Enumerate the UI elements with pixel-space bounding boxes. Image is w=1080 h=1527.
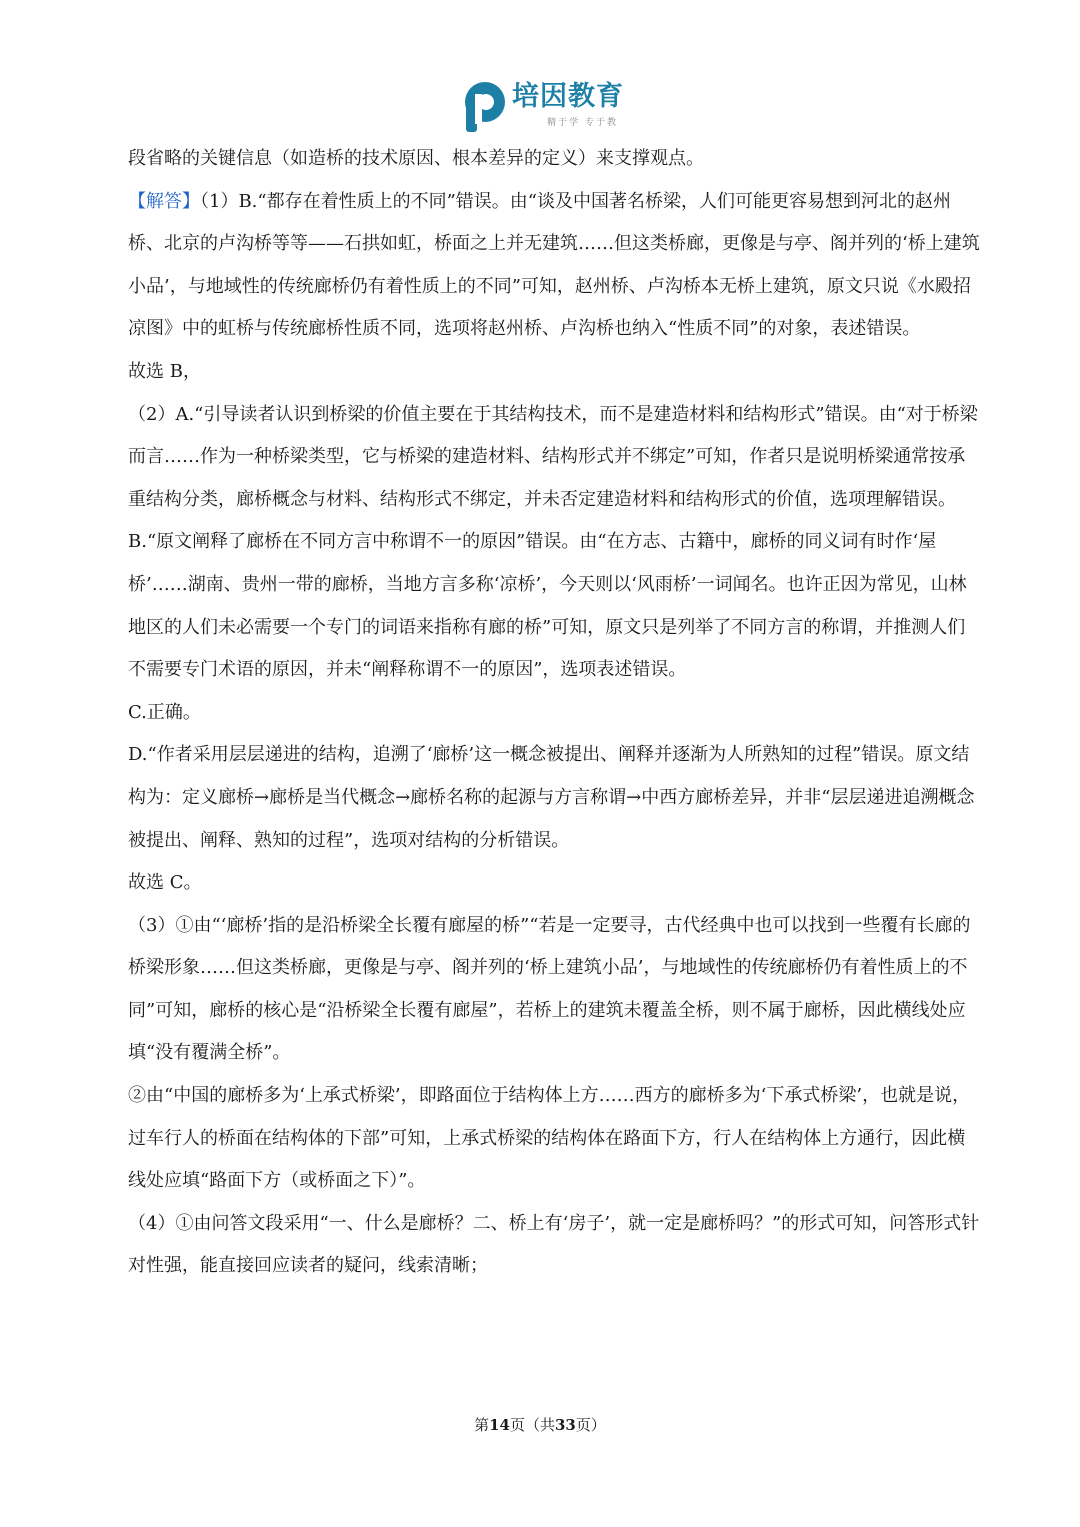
page-total: 33 [555,1416,576,1434]
answer-text: （1）B.“都存在着性质上的不同”错误。由“谈及中国著名桥梁，人们可能更容易想到河北的赵州桥、北京的卢沟桥等等——石拱如虹，桥面之上并无建筑……但这类桥廊，更像是与亭、阁并列的‘桥上建筑小品’，与地域性的传统廊桥仍有着性质上的不同”可知，赵州桥、卢沟桥本无桥上建筑，原文只说《水殿招凉图》中的虹桥与传统廊桥性质不同，选项将赵州桥、卢沟桥也纳入“性质不同”的对象，表述错误。 [128,190,980,340]
footer-suffix: 页） [575,1416,606,1434]
paragraph: 段省略的关键信息（如造桥的技术原因、根本差异的定义）来支撑观点。 [128,148,704,169]
brand-slogan: 精于学 专于教 [547,118,618,128]
paragraph: （4）①由问答文段采用“一、什么是廊桥？二、桥上有‘房子’，就一定是廊桥吗？”的形式可知，问答形式针对性强，能直接回应读者的疑问，线索清晰； [128,1212,980,1277]
brand-logo [458,80,624,134]
paragraph: B.“原文阐释了廊桥在不同方言中称谓不一的原因”错误。由“在方志、古籍中，廊桥的同义词有时作‘屋桥’……湖南、贵州一带的廊桥，当地方言多称‘凉桥’，今天则以‘风雨桥’一词闻名。也许正因为常见，山林地区的人们未必需要一个专门的词语来指称有廊的桥”可知，原文只是列举了不同方言的称谓，并推测人们不需要专门术语的原因，并未“阐释称谓不一的原因”，选项表述错误。 [128,531,967,681]
document-body [128,138,980,1288]
paragraph: ②由“中国的廊桥多为‘上承式桥梁’，即路面位于结构体上方……西方的廊桥多为‘下承式桥梁’，也就是说，过车行人的桥面在结构体的下部”可知，上承式桥梁的结构体在路面下方，行人在结构体上方通行，因此横线处应填“路面下方（或桥面之下）”。 [128,1085,971,1192]
paragraph: 故选 B， [128,360,201,382]
paragraph: （2）A.“引导读者认识到桥梁的价值主要在于其结构技术，而不是建造材料和结构形式”错误。由“对于桥梁而言……作为一种桥梁类型，它与桥梁的建造材料、结构形式并不绑定”可知，作者只是说明桥梁通常按承重结构分类，廊桥概念与材料、结构形式不绑定，并未否定建造材料和结构形式的价值，选项理解错误。 [128,403,978,510]
paragraph: D.“作者采用层层递进的结构，追溯了‘廊桥’这一概念被提出、阐释并逐渐为人所熟知的过程”错误。原文结构为：定义廊桥→廊桥是当代概念→廊桥名称的起源与方言称谓→中西方廊桥差异，并非“层层递进追溯概念被提出、阐释、熟知的过程”，选项对结构的分析错误。 [128,744,975,851]
paragraph: 故选 C。 [128,872,202,894]
page-number: 14 [489,1416,510,1434]
brand-p-icon [458,80,508,134]
brand-name: 培因教育 [512,81,624,112]
footer-mid: 页（共 [509,1416,555,1434]
paragraph: （3）①由“‘廊桥’指的是沿桥梁全长覆有廊屋的桥”“若是一定要寻，古代经典中也可以找到一些覆有长廊的桥梁形象……但这类桥廊，更像是与亭、阁并列的‘桥上建筑小品’，与地域性的传统廊桥仍有着性质上的不同”可知，廊桥的核心是“沿桥梁全长覆有廊屋”，若桥上的建筑未覆盖全桥，则不属于廊桥，因此横线处应填“没有覆满全桥”。 [128,914,971,1064]
page-footer [0,1414,1080,1435]
footer-prefix: 第 [474,1416,490,1434]
answer-tag: 【解答】 [128,190,200,212]
paragraph: C.正确。 [128,701,201,723]
answer-paragraph [128,181,980,351]
